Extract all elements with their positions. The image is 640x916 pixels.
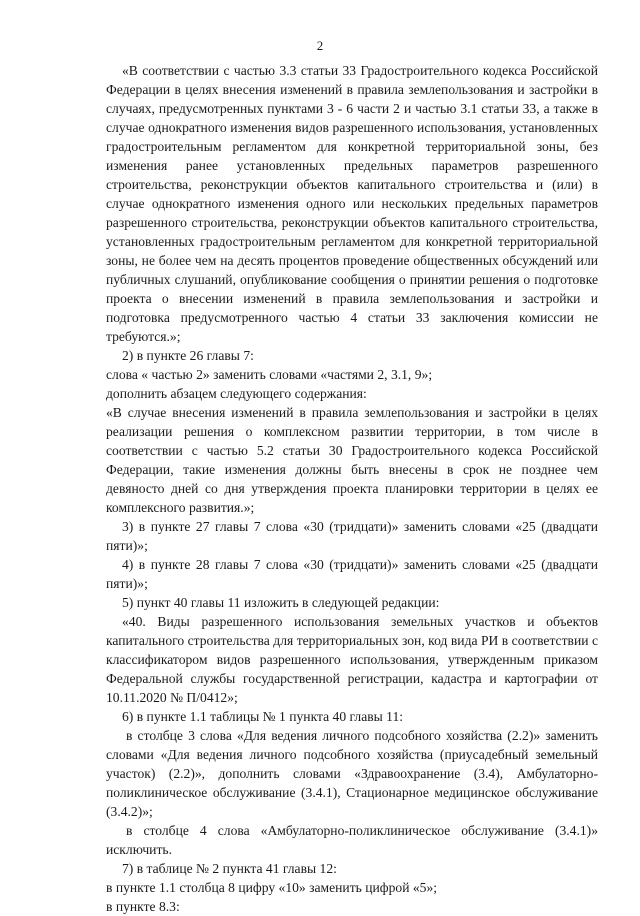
paragraph: 2) в пункте 26 главы 7:	[122, 348, 254, 363]
paragraph: «40. Виды разрешенного использования земельных участков и объектов капитального строительства для территориальных зон, код вида РИ в соответствии с классификатором видов разрешенного использования, утвержденным приказом Федеральной службы государственной регистрации, кадастра и картографии от 10.11.2020 № П/0412»;	[106, 614, 598, 705]
paragraph: «В случае внесения изменений в правила землепользования и застройки в целях реализации решения о комплексном развитии территории, в том числе в соответствии с частью 5.2 статьи 30 Градостроительного кодекса Российской Федерации, такие изменения должны быть внесены в срок не позднее чем девяносто дней со дня утверждения проекта планировки территории в целях ее комплексного развития.»;	[106, 405, 598, 515]
paragraph: в столбце 4 слова «Амбулаторно-поликлиническое обслуживание (3.4.1)» исключить.	[106, 823, 598, 857]
paragraph: 3) в пункте 27 главы 7 слова «30 (тридцати)» заменить словами «25 (двадцати пяти)»;	[106, 519, 598, 553]
paragraph: в пункте 8.3:	[106, 899, 180, 914]
paragraph: 6) в пункте 1.1 таблицы № 1 пункта 40 главы 11:	[122, 709, 404, 724]
paragraph: 5) пункт 40 главы 11 изложить в следующей редакции:	[122, 595, 440, 610]
paragraph: в столбце 3 слова «Для ведения личного подсобного хозяйства (2.2)» заменить словами «Для ведения личного подсобного хозяйства (приусадебный земельный участок) (2.2)», дополнить словами «Здравоохранение (3.4), Амбулаторно-поликлиническое обслуживание (3.4.1), Стационарное медицинское обслуживание (3.4.2)»;	[106, 728, 598, 819]
paragraph: 4) в пункте 28 главы 7 слова «30 (тридцати)» заменить словами «25 (двадцати пяти)»;	[106, 557, 598, 591]
paragraph: дополнить абзацем следующего содержания:	[106, 386, 367, 401]
paragraph: 7) в таблице № 2 пункта 41 главы 12:	[122, 861, 337, 876]
page-number: 2	[316, 38, 324, 53]
document-body	[106, 61, 598, 916]
paragraph: слова « частью 2» заменить словами «частями 2, 3.1, 9»;	[106, 367, 433, 382]
paragraph: «В соответствии с частью 3.3 статьи 33 Градостроительного кодекса Российской Федерации в целях внесения изменений в правила землепользования и застройки в случаях, предусмотренных пунктами 3 - 6 части 2 и частью 3.1 статьи 33, а также в случае однократного изменения видов разрешенного использования, установленных градостроительным регламентом для конкретной территориальной зоны, без изменения ранее установленных предельных параметров разрешенного строительства, реконструкции объектов капитального строительства и (или) в случае однократного изменения одного или нескольких предельных параметров разрешенного строительства, реконструкции объектов капитального строительства, установленных градостроительным регламентом для конкретной территориальной зоны, не более чем на десять процентов проведение общественных обсуждений или публичных слушаний, опубликование сообщения о принятии решения о подготовке проекта о внесении изменений в правила землепользования и застройки и подготовка предусмотренного частью 4 статьи 33 заключения комиссии не требуются.»;	[106, 63, 598, 344]
paragraph: в пункте 1.1 столбца 8 цифру «10» заменить цифрой «5»;	[106, 880, 438, 895]
